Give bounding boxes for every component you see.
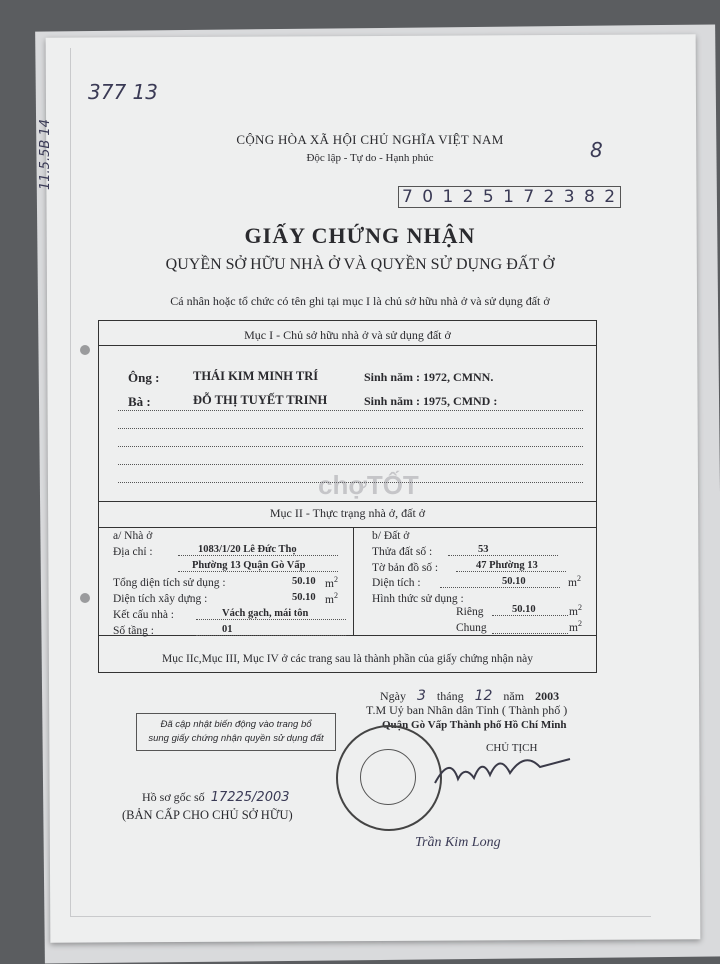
address-label: Địa chỉ : [113, 546, 153, 558]
owner2-info: Sinh năm : 1975, CMND : [364, 394, 498, 408]
year-label: năm [503, 689, 525, 703]
private-label: Riêng [456, 606, 484, 618]
unit-sup: 2 [577, 603, 582, 612]
unit-text: m [569, 621, 578, 634]
update-note-box [136, 713, 336, 751]
file-number-value: 17225/2003 [210, 790, 290, 805]
total-area-value: 50.10 [292, 576, 316, 587]
section2-heading: Mục II - Thực trạng nhà ở, đất ở [269, 506, 426, 520]
unit-sup: 2 [333, 575, 338, 584]
built-area-label: Diện tích xây dựng : [113, 593, 208, 605]
section2-footer: Mục IIc,Mục III, Mục IV ở các trang sau là thành phần của giấy chứng nhận này [161, 653, 534, 665]
side-handwritten-note: 11.5.5B 14 [38, 119, 53, 190]
punch-hole [80, 593, 90, 603]
note-line1: Đã cập nhật biến động vào trang bổ [160, 719, 312, 730]
structure-label: Kết cấu nhà : [113, 609, 174, 621]
shared-area-value [492, 620, 568, 634]
shared-area-unit [569, 619, 582, 634]
note-line2: sung giấy chứng nhận quyền sử dụng đất [148, 733, 324, 744]
floors-value: 01 [196, 624, 346, 636]
file-label: Hồ sơ gốc số [142, 790, 205, 804]
issue-date [380, 688, 559, 704]
column-divider [353, 528, 354, 635]
official-seal-icon [336, 725, 442, 831]
divider [99, 345, 596, 346]
divider [99, 501, 596, 502]
total-area-label: Tổng diện tích sử dụng : [113, 577, 226, 589]
dotted-line [118, 446, 583, 447]
structure-value: Vách gạch, mái tôn [196, 608, 346, 620]
copy-note: (BẢN CẤP CHO CHỦ SỞ HỮU) [122, 808, 293, 822]
unit-text: m [325, 577, 334, 590]
owner2-prefix: Bà : [128, 394, 151, 409]
map-value: 47 Phường 13 [456, 560, 566, 572]
address-line2: Phường 13 Quận Gò Vấp [178, 560, 338, 572]
dotted-line [118, 410, 583, 411]
floors-label: Số tầng : [113, 625, 154, 637]
punch-hole [80, 345, 90, 355]
corner-handwritten-note: 377 13 [88, 80, 158, 104]
owner1-prefix: Ông : [128, 370, 160, 385]
signature-scribble-icon [430, 745, 580, 795]
plot-label: Thửa đất số : [372, 546, 433, 558]
land-area-label: Diện tích : [372, 577, 421, 589]
country-name: CỘNG HÒA XÃ HỘI CHỦ NGHĨA VIỆT NAM [236, 132, 504, 147]
motto: Độc lập - Tự do - Hạnh phúc [306, 152, 434, 164]
address-line1: 1083/1/20 Lê Đức Thọ [178, 544, 338, 556]
watermark: chợTỐT [318, 470, 419, 500]
date-month: 12 [474, 688, 493, 704]
unit-sup: 2 [576, 574, 581, 583]
right-handwritten-note: 8 [590, 138, 603, 162]
unit-text: m [325, 593, 334, 606]
divider [99, 527, 596, 528]
authority-line1: T.M Uỷ ban Nhân dân Tỉnh ( Thành phố ) [366, 703, 568, 717]
date-year: 2003 [535, 689, 560, 703]
private-area-value: 50.10 [492, 604, 568, 616]
land-area-value: 50.10 [440, 576, 560, 588]
dotted-line [118, 464, 583, 465]
divider [99, 635, 596, 636]
unit-sup: 2 [333, 591, 338, 600]
land-area-unit [568, 574, 581, 589]
owner2-name: ĐỖ THỊ TUYẾT TRINH [193, 393, 328, 407]
document-subtitle: QUYỀN SỞ HỮU NHÀ Ở VÀ QUYỀN SỬ DỤNG ĐẤT Ở [165, 256, 555, 273]
month-label: tháng [436, 689, 464, 703]
date-day: 3 [417, 688, 426, 704]
authority-line2: Quận Gò Vấp Thành phố Hồ Chí Minh [382, 719, 567, 731]
date-prefix: Ngày [380, 689, 406, 703]
serial-number: 7 0 1 2 5 1 7 2 3 8 2 [398, 186, 621, 208]
built-area-unit [325, 591, 338, 606]
shared-label: Chung [456, 622, 487, 634]
section1-heading: Mục I - Chủ sở hữu nhà ở và sử dụng đất ở [244, 328, 451, 342]
plot-value: 53 [448, 544, 558, 556]
usage-label: Hình thức sử dụng : [372, 593, 464, 605]
land-heading: b/ Đất ở [372, 530, 410, 542]
unit-text: m [569, 605, 578, 618]
total-area-unit [325, 575, 338, 590]
chairman-title: CHỦ TỊCH [486, 742, 538, 754]
owner1-info: Sinh năm : 1972, CMNN. [364, 370, 494, 384]
document-title: GIẤY CHỨNG NHẬN [244, 223, 476, 248]
unit-text: m [568, 576, 577, 589]
map-label: Tờ bản đồ số : [372, 562, 439, 574]
owner1-name: THÁI KIM MINH TRÍ [193, 369, 319, 383]
house-heading: a/ Nhà ở [113, 530, 153, 542]
private-area-unit [569, 603, 582, 618]
dotted-line [118, 428, 583, 429]
intro-text: Cá nhân hoặc tổ chức có tên ghi tại mục I là chủ sở hữu nhà ở và sử dụng đất ở [170, 294, 550, 308]
built-area-value: 50.10 [292, 592, 316, 603]
unit-sup: 2 [577, 619, 582, 628]
signer-name: Trần Kim Long [415, 835, 501, 850]
seal-emblem-icon [360, 749, 416, 805]
file-number [142, 790, 290, 805]
